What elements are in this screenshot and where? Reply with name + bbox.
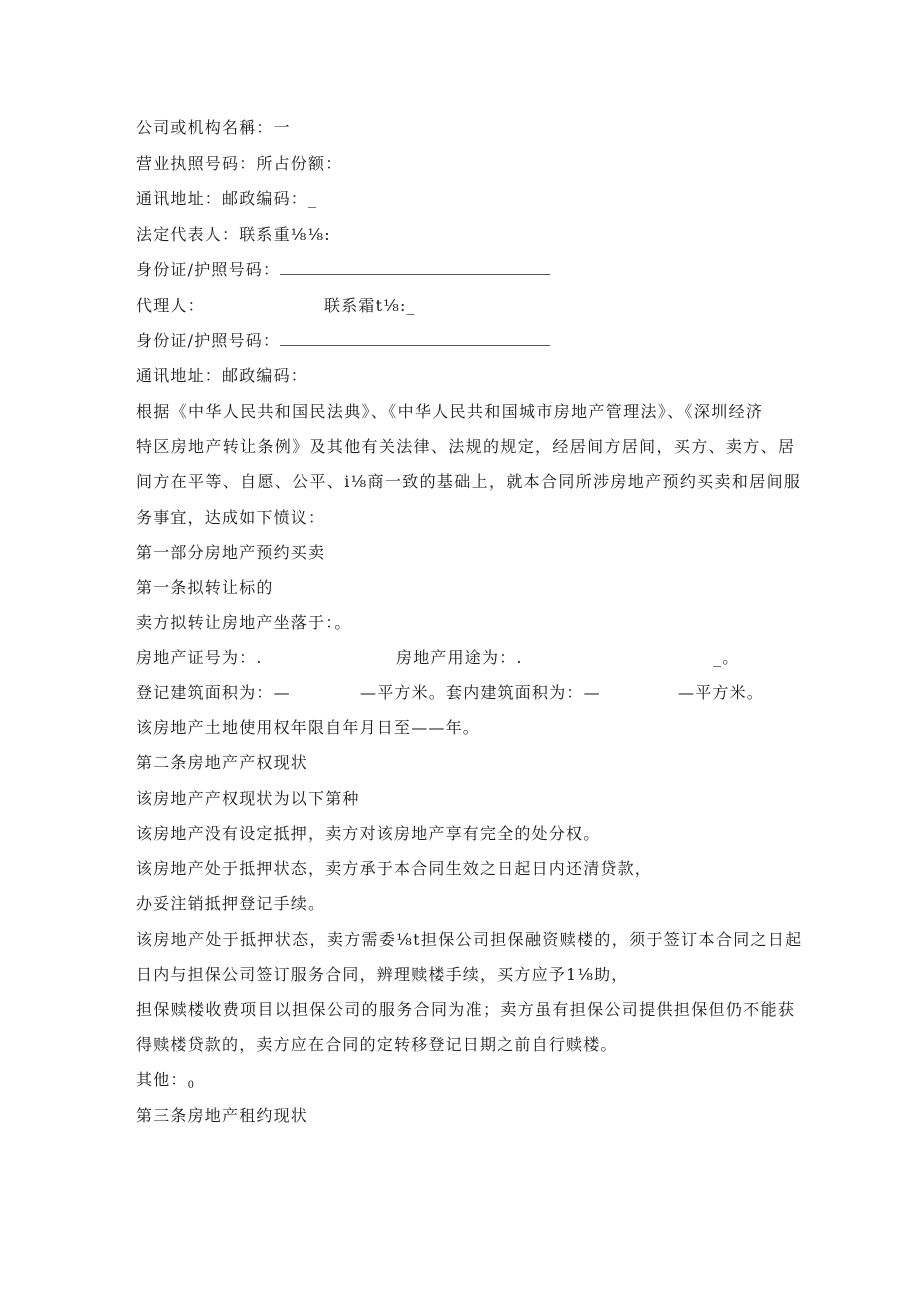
id-passport-blank-2: [280, 331, 550, 346]
location-line: 卖方拟转让房地产坐落于：。: [136, 613, 352, 632]
legal-rep-phone-line: 法定代表人：联系重⅛⅛:: [136, 225, 331, 244]
article2-intro: 该房地产产权现状为以下第种: [136, 789, 360, 808]
preamble-line-4: 务事宜，达成如下愤议：: [136, 508, 326, 527]
address-postcode-line-2: 通讯地址：邮政编码：: [136, 366, 309, 385]
article2-title: 第二条房地产产权现状: [136, 753, 309, 772]
option3-line-b: 日内与担保公司签订服务合同，辨理赎楼手续，买方应予1⅛助，: [136, 965, 629, 984]
inner-area-unit: —平方米。: [678, 683, 765, 702]
article1-title: 第一条拟转让标的: [136, 578, 274, 597]
reg-area-label: 登记建筑面积为：—: [136, 683, 291, 702]
part1-title: 第一部分房地产预约买卖: [136, 543, 326, 562]
option1-line: 该房地产没有设定抵押，卖方对该房地产享有完全的处分权。: [136, 824, 601, 843]
usage-end: _。: [713, 648, 740, 667]
id-passport-line-1: [136, 260, 550, 280]
article3-title: 第三条房地产租约现状: [136, 1106, 309, 1125]
option3-line-a: 该房地产处于抵押状态，卖方需委⅛t担保公司担保融资赎楼的，须于签订本合同之日起: [136, 930, 803, 949]
agent-phone: 联系霜t⅛:_: [324, 296, 416, 315]
option2-line-a: 该房地产处于抵押状态，卖方承于本合同生效之日起日内还清贷款，: [136, 859, 653, 878]
company-name-line: 公司或机构名稱：一: [136, 118, 291, 137]
id-passport-blank-1: [280, 260, 550, 275]
id-passport-label-1: 身份证/护照号码：: [136, 260, 281, 279]
license-share-line: 营业执照号码：所占份额：: [136, 154, 343, 173]
land-term-line: 该房地产土地使用权年限自年月日至——年。: [136, 718, 481, 737]
preamble-line-1: 根据《中华人民共和国民法典》、《中华人民共和国城市房地产管理法》、《深圳经济: [136, 402, 764, 421]
usage-label: 房地产用途为：.: [396, 648, 523, 667]
other-line: [136, 1070, 195, 1096]
agent-label: 代理人：: [136, 296, 205, 315]
id-passport-line-2: [136, 331, 550, 351]
preamble-line-2: 特区房地产转让条例》及其他有关法律、法规的规定，经居间方居间，买方、卖方、居: [136, 437, 796, 456]
option2-line-b: 办妥注销抵押登记手续。: [136, 894, 326, 913]
preamble-line-3: 间方在平等、自愿、公平、i⅛商一致的基础上，就本合同所涉房地产预约买卖和居间服: [136, 472, 802, 491]
option3-line-d: 得赎楼贷款的，卖方应在合同的定转移登记日期之前自行赎楼。: [136, 1035, 618, 1054]
other-label: 其他：: [136, 1070, 188, 1089]
address-postcode-line-1: 通讯地址：邮政编码：_: [136, 189, 318, 208]
other-mark: 0: [187, 1080, 196, 1091]
id-passport-label-2: 身份证/护照号码：: [136, 331, 281, 350]
option3-line-c: 担保赎楼收费项目以担保公司的服务合同为准；卖方虽有担保公司提供担保但仍不能获: [136, 1000, 796, 1019]
cert-no-label: 房地产证号为：.: [136, 648, 263, 667]
reg-area-unit: —平方米。套内建筑面积为：—: [360, 683, 601, 702]
